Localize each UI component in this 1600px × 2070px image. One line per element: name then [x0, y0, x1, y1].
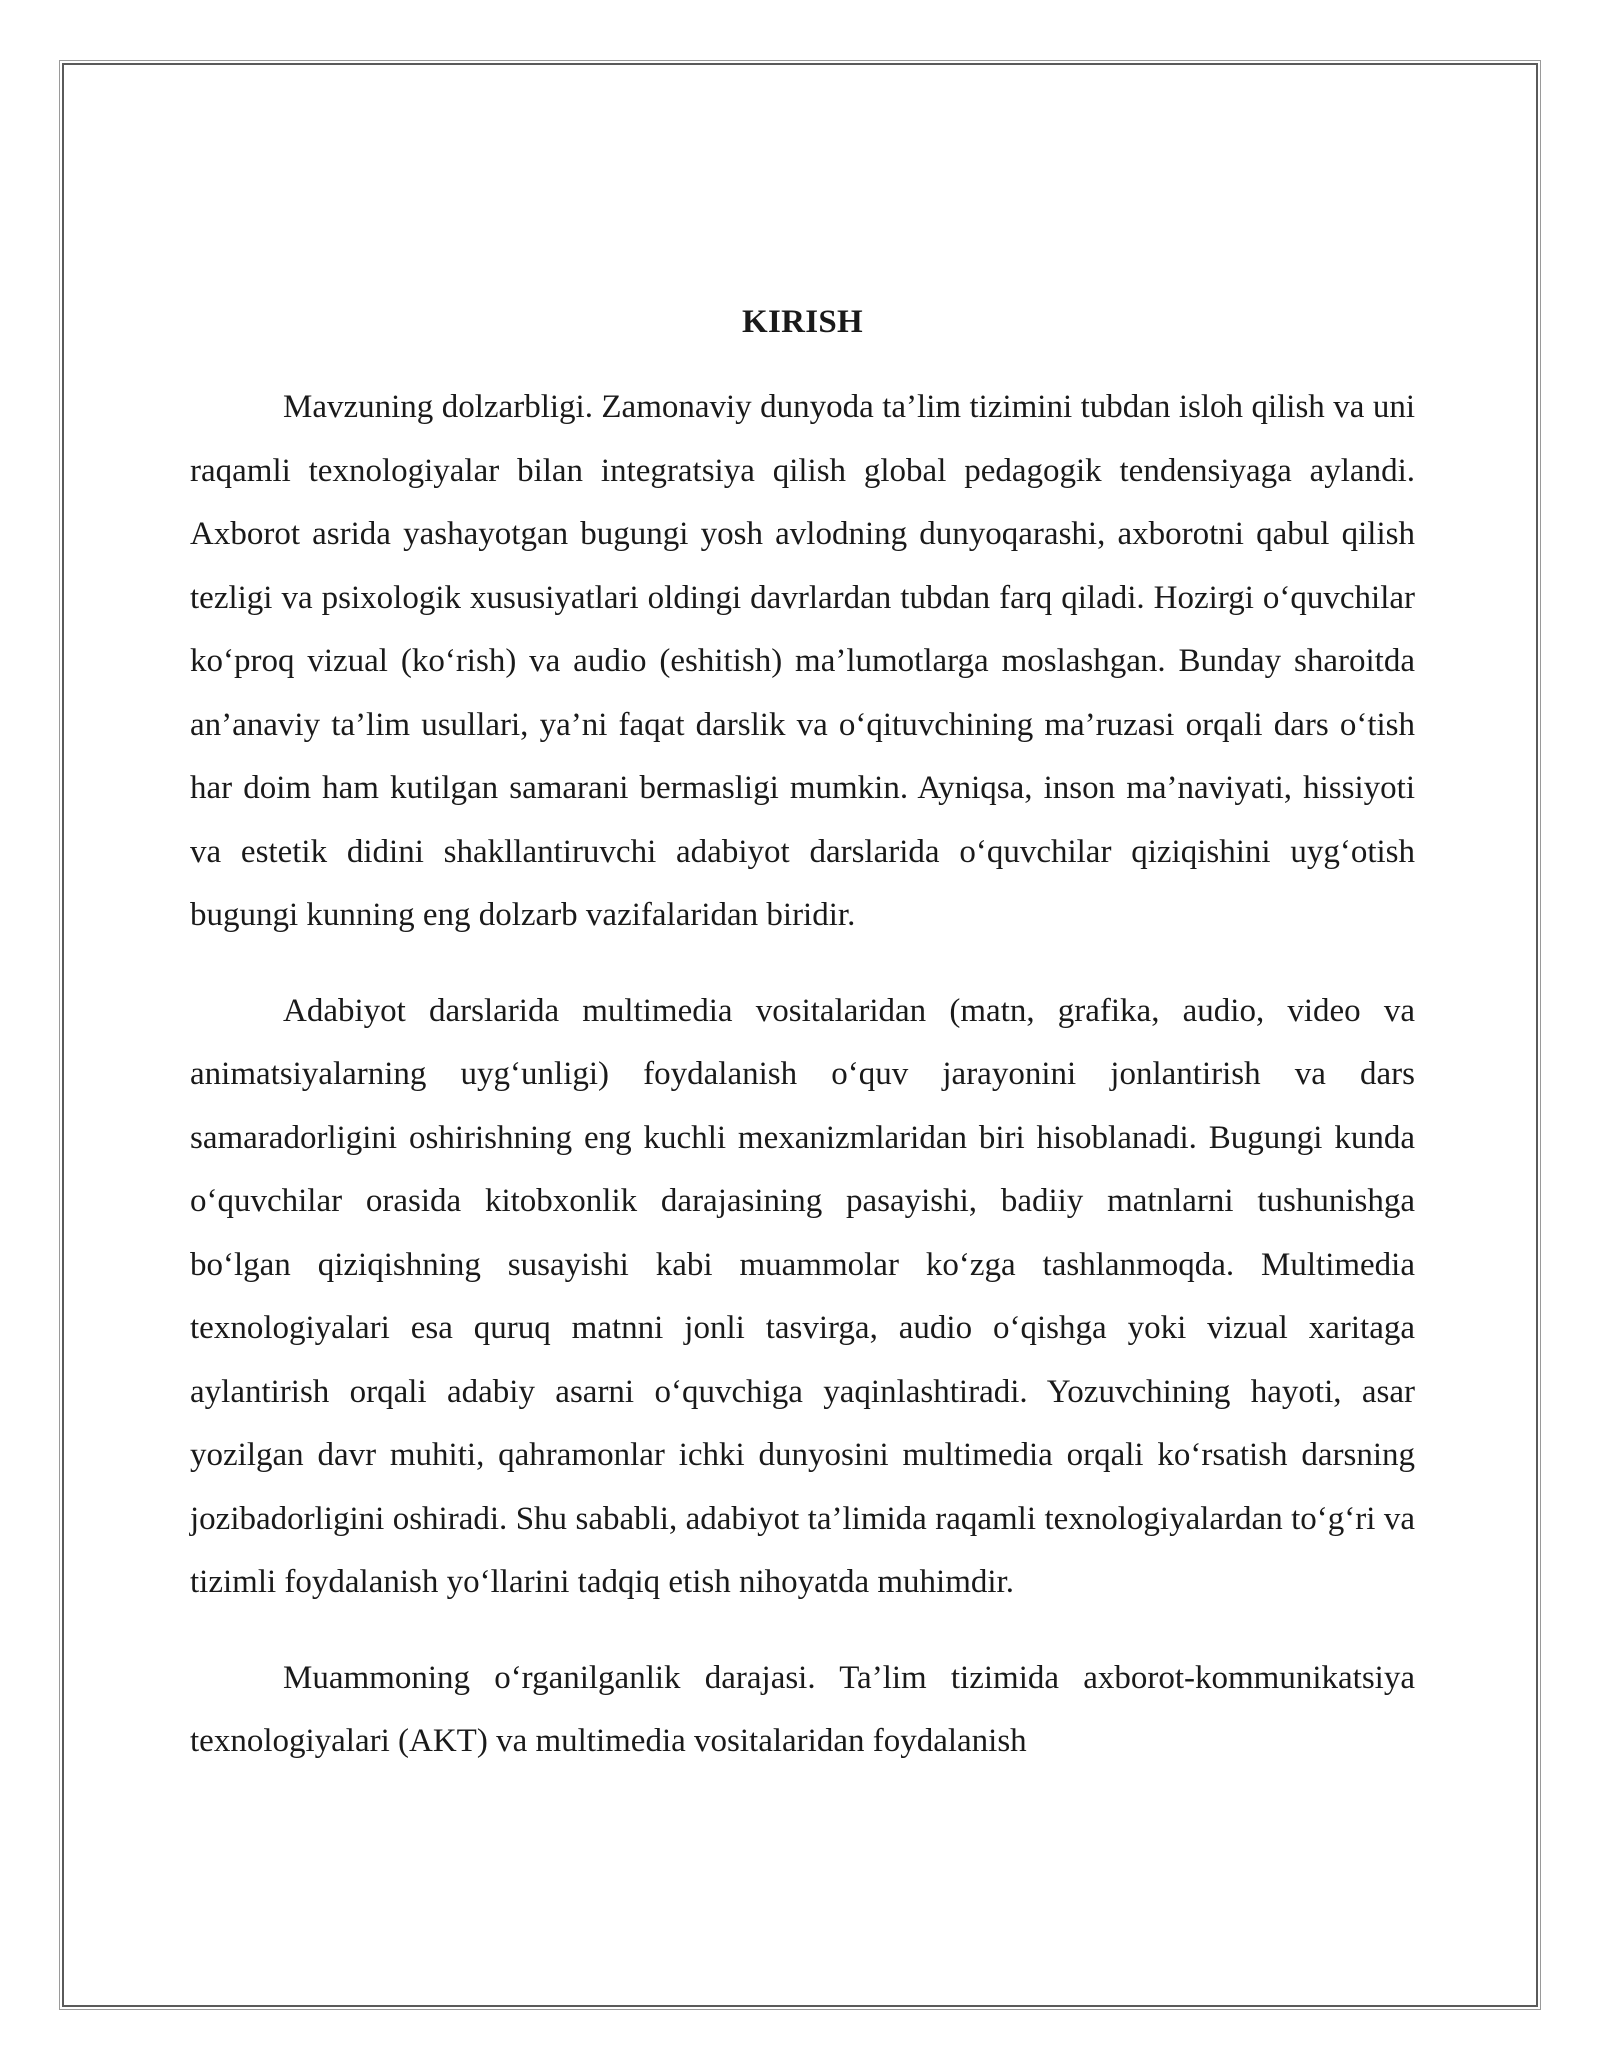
paragraph-relevance: Mavzuning dolzarbligi. Zamonaviy dunyoda ta’lim tizimini tubdan isloh qilish va uni raqamli texnologiyalar bilan integratsiya qilish global pedagogik tendensiyaga aylandi. Axborot asrida yashayotgan bugungi yosh avlodning dunyoqarashi, axborotni qabul qilish tezligi va psixologik xususiyatlari oldingi davrlardan tubdan farq qiladi. Hozirgi o‘quvchilar ko‘proq vizual (ko‘rish) va audio (eshitish) ma’lumotlarga moslashgan. Bunday sharoitda an’anaviy ta’lim usullari, ya’ni faqat darslik va o‘qituvchining ma’ruzasi orqali dars o‘tish har doim ham kutilgan samarani bermasligi mumkin. Ayniqsa, inson ma’naviyati, hissiyoti va estetik didini shakllantiruvchi adabiyot darslarida o‘quvchilar qiziqishini uyg‘otish bugungi kunning eng dolzarb vazifalaridan biridir.: [190, 389, 1415, 933]
paragraph-multimedia: Adabiyot darslarida multimedia vositalaridan (matn, grafika, audio, video va animatsiyalarning uyg‘unligi) foydalanish o‘quv jarayonini jonlantirish va dars samaradorligini oshirishning eng kuchli mexanizmlaridan biri hisoblanadi. Bugungi kunda o‘quvchilar orasida kitobxonlik darajasining pasayishi, badiiy matnlarni tushunishga bo‘lgan qiziqishning susayishi kabi muammolar ko‘zga tashlanmoqda. Multimedia texnologiyalari esa quruq matnni jonli tasvirga, audio o‘qishga yoki vizual xaritaga aylantirish orqali adabiy asarni o‘quvchiga yaqinlashtiradi. Yozuvchining hayoti, asar yozilgan davr muhiti, qahramonlar ichki dunyosini multimedia orqali ko‘rsatish darsning jozibadorligini oshiradi. Shu sababli, adabiyot ta’limida raqamli texnologiyalardan to‘g‘ri va tizimli foydalanish yo‘llarini tadqiq etish nihoyatda muhimdir.: [190, 992, 1415, 1600]
paragraph-problem-study: Muammoning o‘rganilganlik darajasi. Ta’lim tizimida axborot-kommunikatsiya texnologiyalari (AKT) va multimedia vositalaridan foydalanish: [190, 1659, 1415, 1759]
section-heading: KIRISH: [741, 304, 863, 340]
document-body: [190, 300, 1415, 1806]
